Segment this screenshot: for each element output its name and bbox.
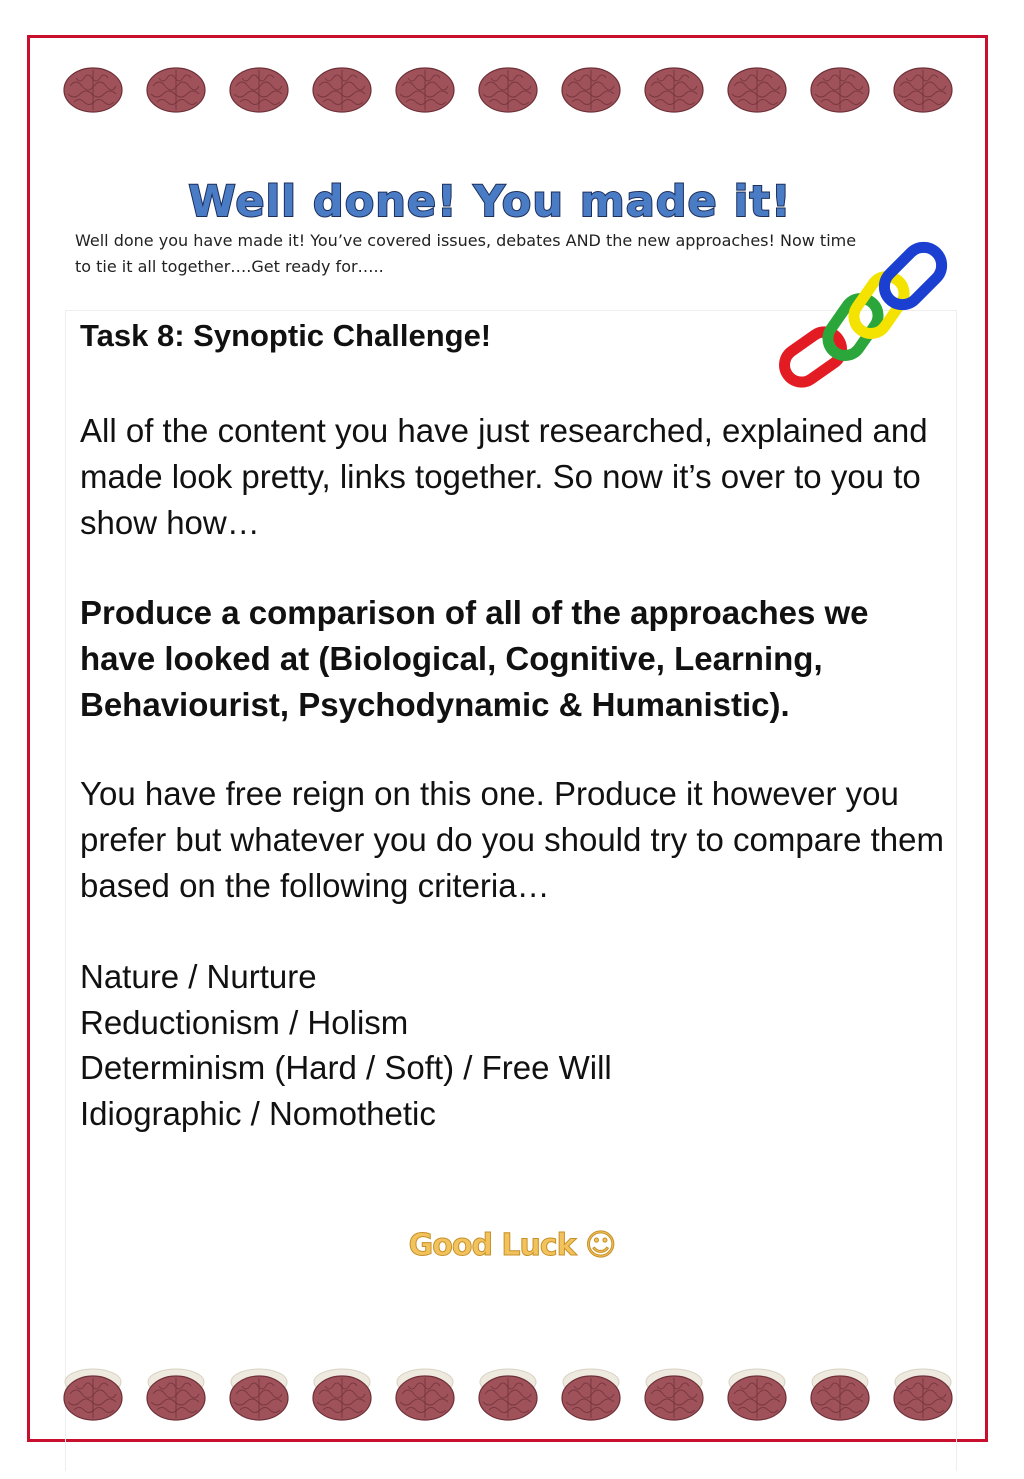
task-title: Task 8: Synoptic Challenge! [80,318,492,353]
task-paragraph-instruction: Produce a comparison of all of the approaches we have looked at (Biological, Cognitive, Learning, Behaviourist, Psychodynamic & Humanistic). [80,594,869,723]
brain-icon [560,60,622,116]
brain-icon [643,1368,705,1424]
brain-icon [228,1368,290,1424]
criteria-item-nature-nurture: Nature / Nurture [80,958,317,995]
brain-icon [62,60,124,116]
brain-icon [560,1368,622,1424]
brain-icon [726,1368,788,1424]
task-paragraph-criteria-intro: You have free reign on this one. Produce it however you prefer but whatever you do you should try to compare them based on the following criteria… [80,775,944,904]
page-title: Well done! You made it! [188,176,792,227]
brain-icon [477,60,539,116]
criteria-list [80,954,612,1136]
chain-links-icon [778,240,958,395]
criteria-item-idiographic-nomothetic: Idiographic / Nomothetic [80,1094,436,1132]
brain-icon [809,60,871,116]
brain-icon [311,1368,373,1424]
good-luck-text: Good Luck ☺ [408,1228,616,1263]
brain-icon [394,1368,456,1424]
brain-icon [643,60,705,116]
brain-icon [892,60,954,116]
brain-icon [809,1368,871,1424]
criteria-item-reductionism-holism: Reductionism / Holism [80,1003,409,1041]
brain-icon [145,1368,207,1424]
brain-icon [394,60,456,116]
brain-icon [228,60,290,116]
brain-icon [892,1368,954,1424]
criteria-item-determinism-free-will: Determinism (Hard / Soft) / Free Will [80,1049,612,1086]
task-paragraph-intro: All of the content you have just researched, explained and made look pretty, links together. So now it’s over to you to show how… [80,412,928,541]
brain-icon [726,60,788,116]
brain-icon [311,60,373,116]
brain-icon [145,60,207,116]
brain-icon [62,1368,124,1424]
intro-text: Well done you have made it! You’ve covered issues, debates AND the new approaches! Now time to tie it all together….Get ready for….. [75,231,857,276]
brain-icon [477,1368,539,1424]
brain-border-top [0,60,1024,120]
brain-border-bottom [0,1368,1024,1428]
